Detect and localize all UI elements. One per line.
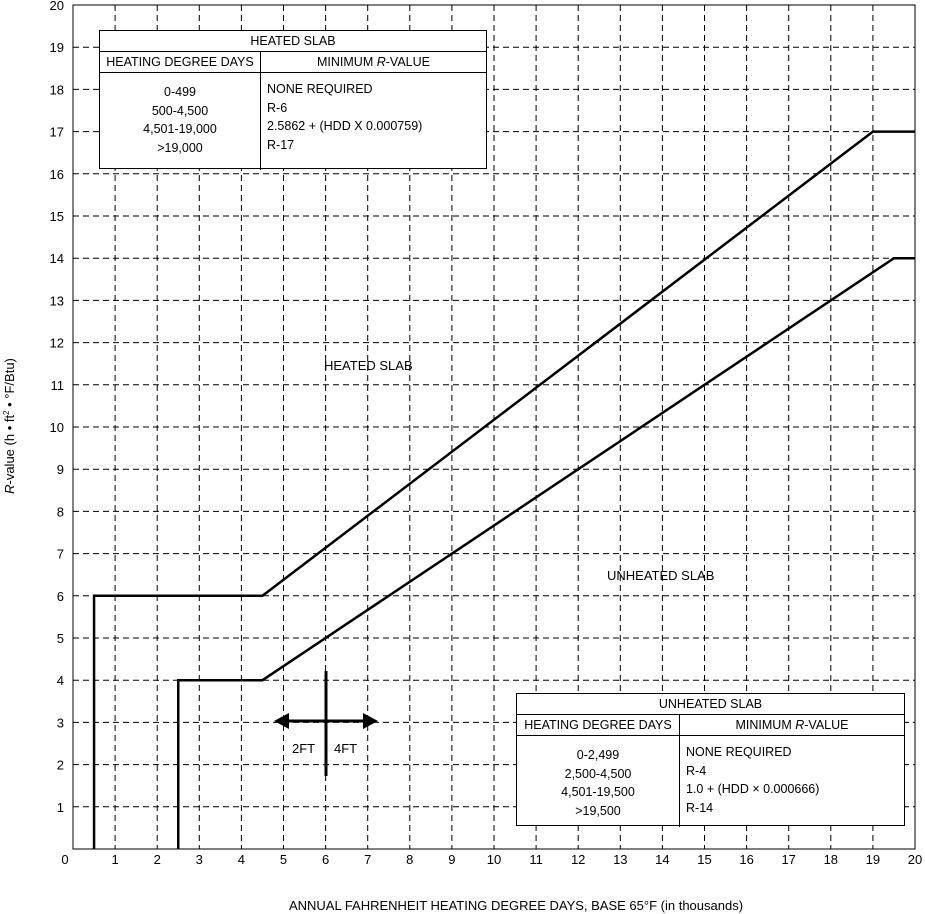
- heated-range: 4,501-19,000: [143, 122, 217, 136]
- x-tick-label: 5: [279, 852, 288, 867]
- y-tick-label: 1: [56, 799, 64, 815]
- y-tick-label: 15: [49, 209, 64, 224]
- y-tick-label: 17: [49, 124, 64, 140]
- x-tick-label: 7: [364, 852, 372, 867]
- unheated-col2-r: R: [795, 718, 805, 732]
- depth-label-4ft: 4FT: [334, 741, 358, 756]
- x-tick-label: 9: [448, 852, 456, 867]
- y-tick-label: 3: [56, 715, 64, 731]
- heated-table-ranges: [100, 73, 261, 170]
- y-tick-label: 2: [56, 757, 64, 773]
- unheated-value: NONE REQUIRED: [686, 745, 792, 759]
- x-tick-label: 18: [823, 852, 839, 867]
- heated-value: NONE REQUIRED: [267, 82, 373, 96]
- x-tick-label: 8: [406, 852, 414, 867]
- heated-col2-prefix: MINIMUM: [317, 55, 377, 69]
- y-tick-label: 12: [49, 335, 64, 351]
- y-tick-label: 14: [49, 251, 64, 267]
- x-tick-labels: [61, 852, 922, 867]
- heated-table-col2-header: [261, 52, 486, 72]
- heated-col2-r: R: [376, 55, 386, 69]
- x-tick-label: 3: [195, 852, 203, 867]
- y-tick-label: 13: [49, 293, 64, 309]
- unheated-region-label: UNHEATED SLAB: [607, 568, 715, 583]
- unheated-range: 4,501-19,500: [561, 785, 635, 799]
- y-tick-label: 8: [56, 504, 64, 520]
- heated-value: 2.5862 + (HDD X 0.000759): [267, 119, 423, 133]
- heated-table-values: [261, 73, 422, 170]
- unheated-col2-suffix: -VALUE: [804, 718, 849, 732]
- heated-range: 500-4,500: [151, 103, 209, 118]
- y-tick-label: 9: [56, 462, 64, 478]
- x-tick-label: 15: [697, 852, 712, 867]
- unheated-table-col1-header: HEATING DEGREE DAYS: [517, 715, 680, 735]
- x-tick-label: 4: [237, 852, 246, 867]
- x-tick-label: 0: [61, 852, 69, 867]
- x-tick-label: 14: [655, 852, 670, 867]
- heated-col2-suffix: -VALUE: [385, 55, 430, 69]
- x-tick-label: 2: [153, 852, 161, 867]
- y-axis-title-text: -value (h • ft: [2, 414, 17, 485]
- depth-label-2ft: 2FT: [292, 741, 316, 756]
- y-tick-label: 18: [49, 82, 64, 98]
- x-tick-label: 6: [321, 852, 330, 867]
- heated-slab-table: [99, 30, 487, 169]
- y-tick-label: 7: [56, 546, 64, 562]
- y-tick-label: 6: [56, 588, 64, 604]
- heated-value: R-6: [267, 100, 288, 115]
- unheated-range: 2,500-4,500: [564, 766, 632, 781]
- unheated-range: >19,500: [575, 803, 621, 818]
- y-tick-label: 11: [50, 377, 64, 393]
- y-tick-label: 20: [49, 0, 64, 13]
- x-tick-label: 10: [486, 852, 502, 867]
- y-tick-label: 10: [49, 420, 64, 435]
- depth-arrow: [274, 671, 378, 776]
- unheated-slab-table: [516, 693, 905, 826]
- heated-value: R-17: [267, 137, 295, 152]
- heated-table-col1-header: HEATING DEGREE DAYS: [100, 52, 261, 72]
- x-tick-label: 20: [907, 852, 923, 867]
- y-tick-label: 19: [49, 40, 64, 56]
- unheated-table-title: UNHEATED SLAB: [517, 694, 904, 715]
- unheated-table-values: [680, 736, 819, 827]
- x-tick-label: 1: [111, 852, 119, 867]
- x-tick-label: 16: [739, 852, 754, 867]
- unheated-value: R-14: [686, 800, 714, 815]
- x-tick-label: 17: [781, 852, 796, 867]
- y-tick-label: 4: [56, 673, 64, 689]
- unheated-value: 1.0 + (HDD × 0.000666): [686, 782, 820, 796]
- x-axis-title: ANNUAL FAHRENHEIT HEATING DEGREE DAYS, BASE 65°F (in thousands): [288, 898, 744, 913]
- y-axis-title-end: • °F/Btu): [2, 358, 17, 411]
- unheated-table-ranges: [517, 736, 680, 827]
- x-tick-label: 12: [570, 852, 586, 867]
- y-axis-title: [2, 358, 17, 494]
- depth-arrow-right-head: [363, 713, 378, 729]
- unheated-col2-prefix: MINIMUM: [735, 718, 796, 732]
- heated-range: 0-499: [164, 85, 196, 99]
- y-axis-title-sup: 2: [2, 410, 11, 415]
- unheated-range: 0-2,499: [576, 748, 620, 762]
- y-tick-label: 16: [49, 166, 64, 182]
- x-tick-label: 19: [865, 852, 881, 867]
- heated-table-title: HEATED SLAB: [100, 31, 486, 52]
- depth-arrow-left-head: [274, 713, 289, 729]
- y-axis-title-r: R: [2, 484, 17, 494]
- unheated-value: R-4: [686, 763, 707, 778]
- x-tick-label: 13: [613, 852, 628, 867]
- heated-range: >19,000: [157, 140, 203, 155]
- unheated-table-col2-header: [680, 715, 904, 735]
- y-tick-labels: [50, 0, 64, 815]
- y-tick-label: 5: [56, 631, 64, 646]
- x-tick-label: 11: [529, 852, 543, 867]
- heated-region-label: HEATED SLAB: [324, 358, 413, 373]
